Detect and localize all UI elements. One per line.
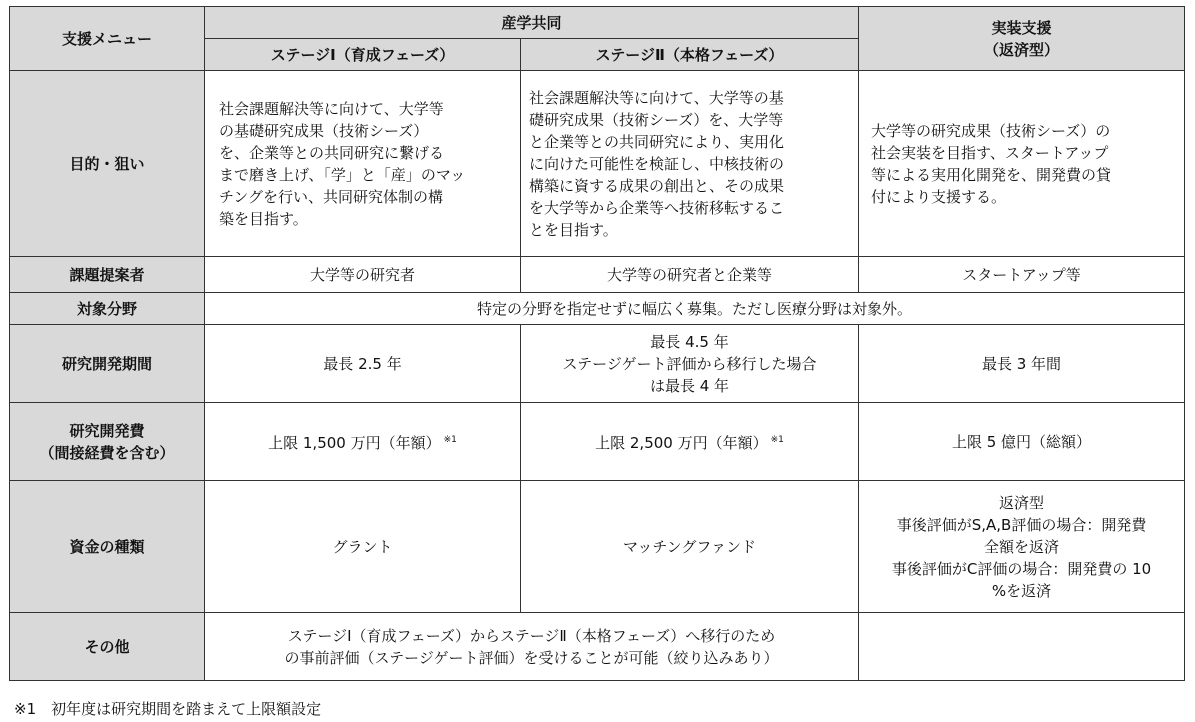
purpose-stage2: 社会課題解決等に向けて、大学等の基 礎研究成果（技術シーズ）を、大学等 と企業等との共同研究により、実用化 に向けた可能性を検証し、中核技術の 構築に資する成果の創出と、その成果 を大学等から企業等へ技術移転するこ とを目指す。 (521, 71, 859, 257)
table-row-proposer (10, 257, 1185, 293)
row-label-purpose: 目的・狙い (10, 71, 205, 257)
other-value: ステージⅠ（育成フェーズ）からステージⅡ（本格フェーズ）へ移行のため の事前評価（ステージゲート評価）を受けることが可能（絞り込みあり） (205, 613, 859, 681)
cost-stage1-text: 上限 1,500 万円（年額） (268, 434, 441, 452)
row-label-other: その他 (10, 613, 205, 681)
period-stage1: 最長 2.5 年 (205, 325, 521, 403)
cost-stage2-text: 上限 2,500 万円（年額） (595, 434, 768, 452)
cost-stage2 (521, 403, 859, 481)
other-implementation (859, 613, 1185, 681)
support-menu-table (9, 6, 1185, 681)
row-label-cost: 研究開発費 （間接経費を含む） (10, 403, 205, 481)
table-row-period (10, 325, 1185, 403)
header-support-menu: 支援メニュー (10, 7, 205, 71)
table-row-field (10, 293, 1185, 325)
period-stage2: 最長 4.5 年 ステージゲート評価から移行した場合 は最長 4 年 (521, 325, 859, 403)
proposer-stage2: 大学等の研究者と企業等 (521, 257, 859, 293)
proposer-implementation: スタートアップ等 (859, 257, 1185, 293)
table-row-cost (10, 403, 1185, 481)
header-industry-academia: 産学共同 (205, 7, 859, 39)
header-stage1: ステージⅠ（育成フェーズ） (205, 39, 521, 71)
fund-type-implementation: 返済型 事後評価がS,A,B評価の場合：開発費 全額を返済 事後評価がC評価の場合：開発費の 10 %を返済 (859, 481, 1185, 613)
cost-implementation: 上限 5 億円（総額） (859, 403, 1185, 481)
row-label-fund-type: 資金の種類 (10, 481, 205, 613)
row-label-field: 対象分野 (10, 293, 205, 325)
proposer-stage1: 大学等の研究者 (205, 257, 521, 293)
field-value: 特定の分野を指定せずに幅広く募集。ただし医療分野は対象外。 (205, 293, 1185, 325)
purpose-implementation: 大学等の研究成果（技術シーズ）の 社会実装を目指す、スタートアップ 等による実用化開発を、開発費の貸 付により支援する。 (859, 71, 1185, 257)
cost-stage2-note-mark: ※1 (770, 435, 784, 445)
header-implementation-support: 実装支援 （返済型） (859, 7, 1185, 71)
table-row-fund-type (10, 481, 1185, 613)
table-row-purpose (10, 71, 1185, 257)
row-label-proposer: 課題提案者 (10, 257, 205, 293)
header-stage2: ステージⅡ（本格フェーズ） (521, 39, 859, 71)
period-implementation: 最長 3 年間 (859, 325, 1185, 403)
footnote: ※1 初年度は研究期間を踏まえて上限額設定 (14, 700, 322, 718)
row-label-period: 研究開発期間 (10, 325, 205, 403)
cost-stage1-note-mark: ※1 (443, 435, 457, 445)
purpose-stage1: 社会課題解決等に向けて、大学等 の基礎研究成果（技術シーズ） を、企業等との共同研究に繋げる まで磨き上げ、「学」と「産」のマッ チングを行い、共同研究体制の構 築を目指す。 (205, 71, 521, 257)
cost-stage1 (205, 403, 521, 481)
fund-type-stage2: マッチングファンド (521, 481, 859, 613)
table-row-other (10, 613, 1185, 681)
fund-type-stage1: グラント (205, 481, 521, 613)
